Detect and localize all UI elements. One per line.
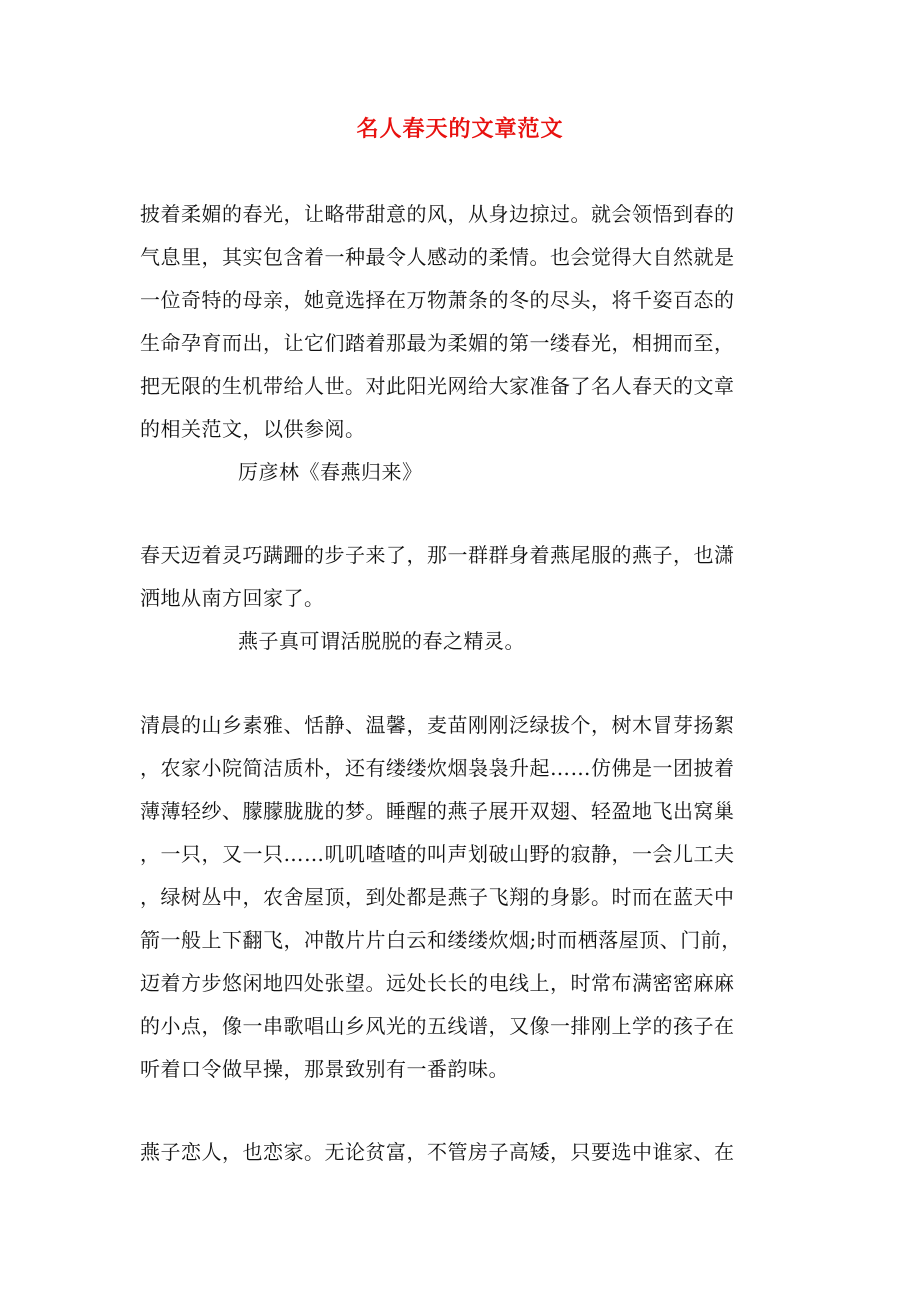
paragraph-line: 的相关范文，以供参阅。 (140, 417, 366, 441)
paragraph-line: 清晨的山乡素雅、恬静、温馨，麦苗刚刚泛绿拔个，树木冒芽扬絮 (140, 713, 735, 737)
paragraph-line: 披着柔媚的春光，让略带甜意的风，从身边掠过。就会领悟到春的 (140, 202, 735, 226)
paragraph-line: 一位奇特的母亲，她竟选择在万物萧条的冬的尽头，将千姿百态的 (140, 288, 735, 312)
paragraph-line: 迈着方步悠闲地四处张望。远处长长的电线上，时常布满密密麻麻 (140, 971, 735, 995)
paragraph-line: 气息里，其实包含着一种最令人感动的柔情。也会觉得大自然就是 (140, 245, 735, 269)
paragraph-line: ，绿树丛中，农舍屋顶，到处都是燕子飞翔的身影。时而在蓝天中 (140, 885, 735, 909)
paragraph-line: ，一只，又一只……叽叽喳喳的叫声划破山野的寂静，一会儿工夫 (140, 842, 735, 866)
paragraph-line: 燕子恋人，也恋家。无论贫富，不管房子高矮，只要选中谁家、在 (140, 1140, 735, 1164)
paragraph-line: 洒地从南方回家了。 (140, 586, 325, 610)
paragraph-line: 生命孕育而出，让它们踏着那最为柔媚的第一缕春光，相拥而至， (140, 331, 735, 355)
document-title: 名人春天的文章范文 (356, 116, 564, 142)
paragraph-line: 春天迈着灵巧蹒跚的步子来了，那一群群身着燕尾服的燕子，也潇 (140, 543, 735, 567)
paragraph-line: 把无限的生机带给人世。对此阳光网给大家准备了名人春天的文章 (140, 374, 735, 398)
paragraph-line: 的小点，像一串歌唱山乡风光的五线谱，又像一排刚上学的孩子在 (140, 1014, 735, 1038)
paragraph-line: 燕子真可谓活脱脱的春之精灵。 (238, 629, 525, 653)
paragraph-line: 薄薄轻纱、朦朦胧胧的梦。睡醒的燕子展开双翅、轻盈地飞出窝巢 (140, 799, 735, 823)
paragraph-line: 听着口令做早操，那景致别有一番韵味。 (140, 1057, 509, 1081)
paragraph-line: 箭一般上下翻飞，冲散片片白云和缕缕炊烟;时而栖落屋顶、门前， (140, 928, 742, 952)
section-heading: 厉彦林《春燕归来》 (238, 460, 423, 484)
paragraph-line: ，农家小院简洁质朴，还有缕缕炊烟袅袅升起……仿佛是一团披着 (140, 756, 735, 780)
